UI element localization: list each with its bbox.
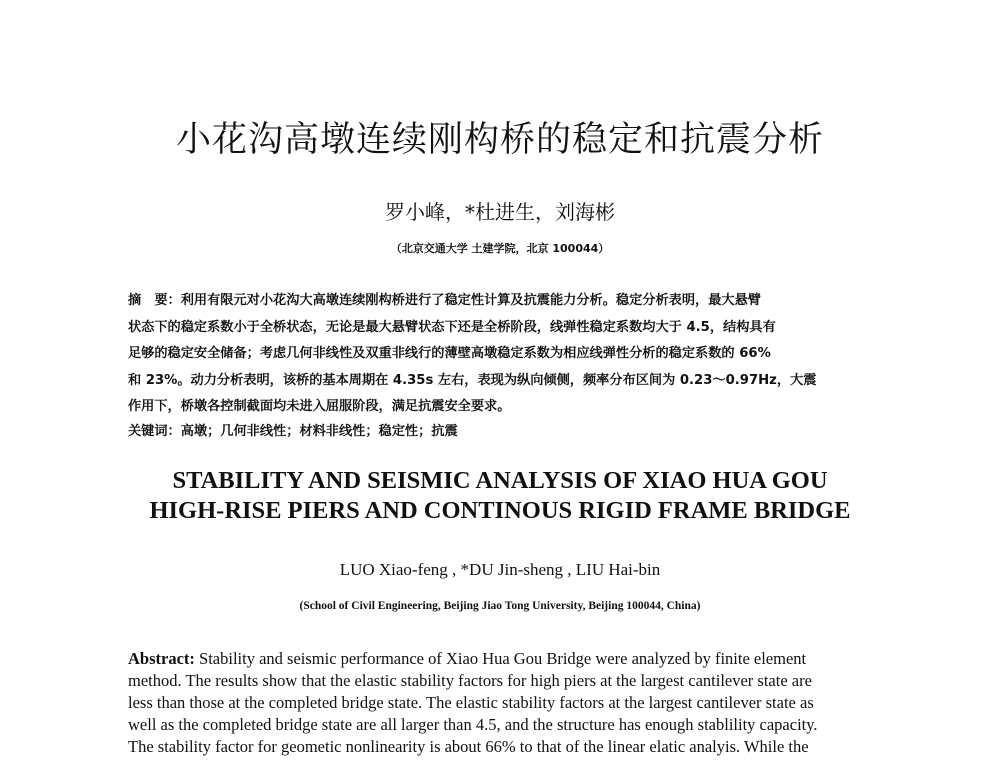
english-title-line: STABILITY AND SEISMIC ANALYSIS OF XIAO HUA GOU <box>172 467 828 494</box>
english-authors: LUO Xiao-feng , *DU Jin-sheng , LIU Hai-bin <box>339 560 661 579</box>
english-abstract-line: method. The results show that the elastic stability factors for high piers at the largest cantilever state are <box>128 671 812 690</box>
english-abstract-line: well as the completed bridge state are all larger than 4.5, and the structure has enough stablility capacity. <box>128 715 818 734</box>
chinese-abstract-line: 作用下，桥墩各控制截面均未进入屈服阶段，满足抗震安全要求。 <box>128 399 511 414</box>
chinese-abstract-line: 和 23%。动力分析表明，该桥的基本周期在 4.35s 左右，表现为纵向倾侧，频率分布区间为 0.23～0.97Hz，大震 <box>128 372 817 388</box>
english-affiliation: (School of Civil Engineering, Beijing Jiao Tong University, Beijing 100044, China) <box>299 600 701 612</box>
chinese-affiliation: （北京交通大学 土建学院，北京 100044） <box>390 242 610 255</box>
chinese-abstract-label: 摘 要： <box>128 293 181 308</box>
chinese-authors: 罗小峰，*杜进生，刘海彬 <box>385 200 615 224</box>
english-abstract-text: Stability and seismic performance of Xiao Hua Gou Bridge were analyzed by finite element <box>194 649 807 668</box>
english-abstract-label: Abstract: <box>128 649 195 668</box>
english-abstract-line <box>128 648 878 670</box>
chinese-keywords-text: 高墩；几何非线性；材料非线性；稳定性；抗震 <box>180 424 458 439</box>
chinese-abstract <box>128 288 878 421</box>
english-abstract-line: less than those at the completed bridge state. The elastic stability factors at the largest cantilever state as <box>128 693 814 712</box>
english-title-line: HIGH-RISE PIERS AND CONTINOUS RIGID FRAME BRIDGE <box>149 497 851 524</box>
chinese-abstract-text: 利用有限元对小花沟大高墩连续刚构桥进行了稳定性计算及抗震能力分析。稳定分析表明，最大悬臂 <box>180 293 761 308</box>
chinese-abstract-line <box>128 288 878 315</box>
chinese-title: 小花沟高墩连续刚构桥的稳定和抗震分析 <box>175 120 824 160</box>
chinese-keywords <box>128 421 878 443</box>
english-abstract <box>128 648 878 758</box>
chinese-keywords-label: 关键词： <box>128 424 181 439</box>
chinese-abstract-line: 足够的稳定安全储备；考虑几何非线性及双重非线行的薄壁高墩稳定系数为相应线弹性分析的稳定系数的 66% <box>128 346 771 361</box>
english-title <box>0 466 1000 526</box>
chinese-abstract-line: 状态下的稳定系数小于全桥状态，无论是最大悬臂状态下还是全桥阶段，线弹性稳定系数均大于 4.5，结构具有 <box>128 319 776 335</box>
english-abstract-line: The stability factor for geometic nonlinearity is about 66% to that of the linear elatic analyis. While the <box>128 737 809 756</box>
